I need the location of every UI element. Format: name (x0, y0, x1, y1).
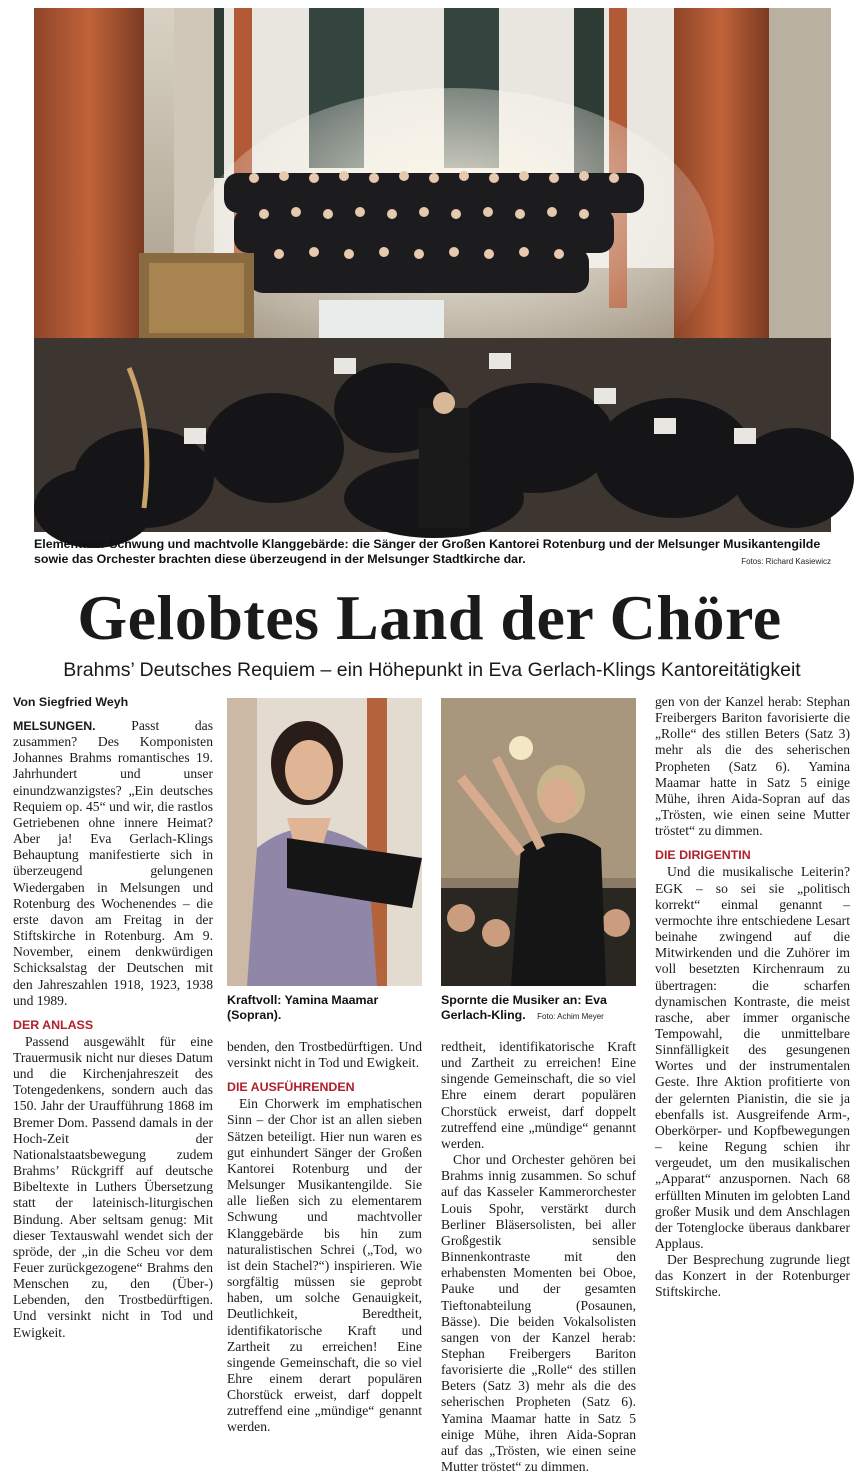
main-photo-caption-text: Elementarer Schwung und machtvolle Klanggebärde: die Sänger der Großen Kantorei Rotenburg und der Melsunger Musikantengilde sowie das Orchester brachten diese überzeugend in der Melsunger Stadtkirche dar. (34, 537, 821, 566)
headline: Gelobtes Land der Chöre (77, 582, 782, 653)
church-concert-illustration (34, 8, 831, 532)
dirigentin-paragraph: Und die musikalische Leiterin? EGK – so sei sie „politisch korrekt“ einmal genannt – vermochte ihre entschiedene Lesart beinahe zwingend auf die Mitwirkenden und die Zuhörer im voll besetzten Kirchenraum zu übertragen: die scharfen dynamischen Kontraste, die meist rasche, aber immer organische Tempowahl, die unmittelbare Sinnfälligkeit des gesungenen Wortes und der instrumentalen Geste. Ihre Aktion profitierte von der gelernten Pianistin, die sie ja ebenfalls ist. Ausgreifende Arm-, Oberkörper- und Kopfbewegungen – keine Regung schien ihr vergeudet, um den musikalischen „Apparat“ anzuspornen. Nach 68 erfüllten Minuten im gelobten Land großer Musik und dem Anschlagen der Totenglocke überaus dankbarer Applaus. (655, 864, 850, 1251)
heading-dirigentin: DIE DIRIGENTIN (655, 848, 751, 863)
anlass-paragraph: Passend ausgewählt für eine Trauermusik nicht nur dieses Datum und die Kirchenjahreszeit des Totengedenkens, sondern auch das 150. Jahr der Uraufführung 1868 im Bremer Dom. Passend damals in der Hoch-Zeit der Nationalstaatsbewegung zudem Brahms’ Rückgriff auf deutsche Bibeltexte in Luthers Übersetzung statt der lateinisch-liturgischen Bindung. Aber seltsam genug: Mit dieser Textauswahl wendet sich der spröde, der „in die Scheu vor dem Feuer zurückgezogene“ Brahms den Menschen zu, den (Über-) Lebenden, den Trostbedürftigen. Und versinkt nicht in Tod und Ewigkeit. (13, 1033, 213, 1340)
main-photo (34, 8, 831, 532)
ausfuehrende-paragraph: Ein Chorwerk im emphatischen Sinn – der Chor ist an allen sieben Sätzen beteiligt. Hier nun waren es gut einhundert Sänger der Großen Kantorei Rotenburg und der Melsunger Musikantengilde. Sie alle ließen sich zu elementarem Schwung und machtvoller Klanggebärde bis hin zum naturalistischen Schrei („Tod, wo ist dein Stachel?“) inspirieren. Wie sorgfältig müssen sie geprobt haben, um solche Genauigkeit, Deutlichkeit, Beredtheit, identifikatorische Kraft und Zartheit zu erreichen! Eine singende Gemeinschaft, die so viel Ehre einem derart populären Chorstück erweist, darf doppelt zutreffend eine „mündige“ genannt werden. (227, 1096, 422, 1435)
dateline: MELSUNGEN. (13, 719, 96, 733)
conductor-photo (441, 698, 636, 986)
soprano-caption: Kraftvoll: Yamina Maamar (Sopran). (227, 993, 379, 1022)
heading-anlass: DER ANLASS (13, 1017, 94, 1032)
intro-text: Passt das zusammen? Des Komponisten Johannes Brahms romantisches 19. Jahrhundert und unser einundzwanzigstes? „Ein deutsches Requiem op. 45“ und wir, die rastlos Getriebenen ohne innere Heimat? Aber ja! Eva Gerlach-Klings Behauptung manifestierte sich in überzeugend gelungenen Wiedergaben in Melsungen und Rotenburg des Wochenendes – die erste davon am Freitag in der Stiftskirche in Rotenburg. Am 9. November, einem denkwürdigen Schicksalstag der Deutschen mit den Jahreszahlen 1918, 1923, 1938 und 1989. (13, 718, 213, 1008)
conductor-photo-credit: Foto: Achim Meyer (537, 1011, 604, 1021)
article-column-2 (227, 1039, 422, 1435)
ausfuehrende-continued: redtheit, identifikatorische Kraft und Zartheit zu erreichen! Eine singende Gemeinschaft, die so viel Ehre einem derart populären Chorstück erweist, darf doppelt zutreffend eine „mündige“ genannt werden. (441, 1039, 636, 1151)
main-photo-credit: Fotos: Richard Kasiewicz (741, 557, 831, 566)
subheadline: Brahms’ Deutsches Requiem – ein Höhepunkt in Eva Gerlach-Klings Kantoreitätigkeit (63, 659, 801, 681)
ausfuehrende-paragraph-2: Chor und Orchester gehören bei Brahms innig zusammen. So schuf auf das Kasseler Kammerorchester Louis Spohr, verstärkt durch Berliner Bläsersolisten, bei aller Großgestik sensible Binnenkontraste mit den erhabensten Momenten bei Oboe, Pauke und der gesamten Tieftonabteilung (Posaunen, Bässe). Die beiden Vokalsolisten sangen von der Kanzel herab: Stephan Freibergers Bariton favorisierte die „Rolle“ des stillen Beters (Satz 3) mehr als die des seherischen Propheten (Satz 6). Yamina Maamar hatte in Satz 5 einige Mühe, ihren Aida-Sopran auf das „Trösten, wie einen seine Mutter tröstet“ zu dimmen. (441, 1152, 636, 1475)
anlass-continued: benden, den Trostbedürftigen. Und versinkt nicht in Tod und Ewigkeit. (227, 1039, 422, 1071)
heading-ausfuehrende: DIE AUSFÜHRENDEN (227, 1080, 355, 1095)
conductor-caption (441, 993, 636, 1024)
article-column-1 (13, 718, 213, 1340)
ausfuehrende-continued-2: gen von der Kanzel herab: Stephan Freibergers Bariton favorisierte die „Rolle“ des stillen Beters (Satz 3) mehr als die des seherischen Propheten (Satz 6). Yamina Maamar hatte in Satz 5 einige Mühe, ihren Aida-Sopran auf das „Trösten, wie einen seine Mutter tröstet“ zu dimmen. (655, 694, 850, 839)
article-column-4 (655, 694, 850, 1301)
conductor-caption-text: Spornte die Musiker an: Eva Gerlach-Kling. (441, 993, 607, 1022)
byline: Von Siegfried Weyh (13, 695, 129, 709)
dirigentin-paragraph-2: Der Besprechung zugrunde liegt das Konzert in der Rotenburger Stiftskirche. (655, 1252, 850, 1300)
article-column-3 (441, 1039, 636, 1475)
soprano-photo (227, 698, 422, 986)
